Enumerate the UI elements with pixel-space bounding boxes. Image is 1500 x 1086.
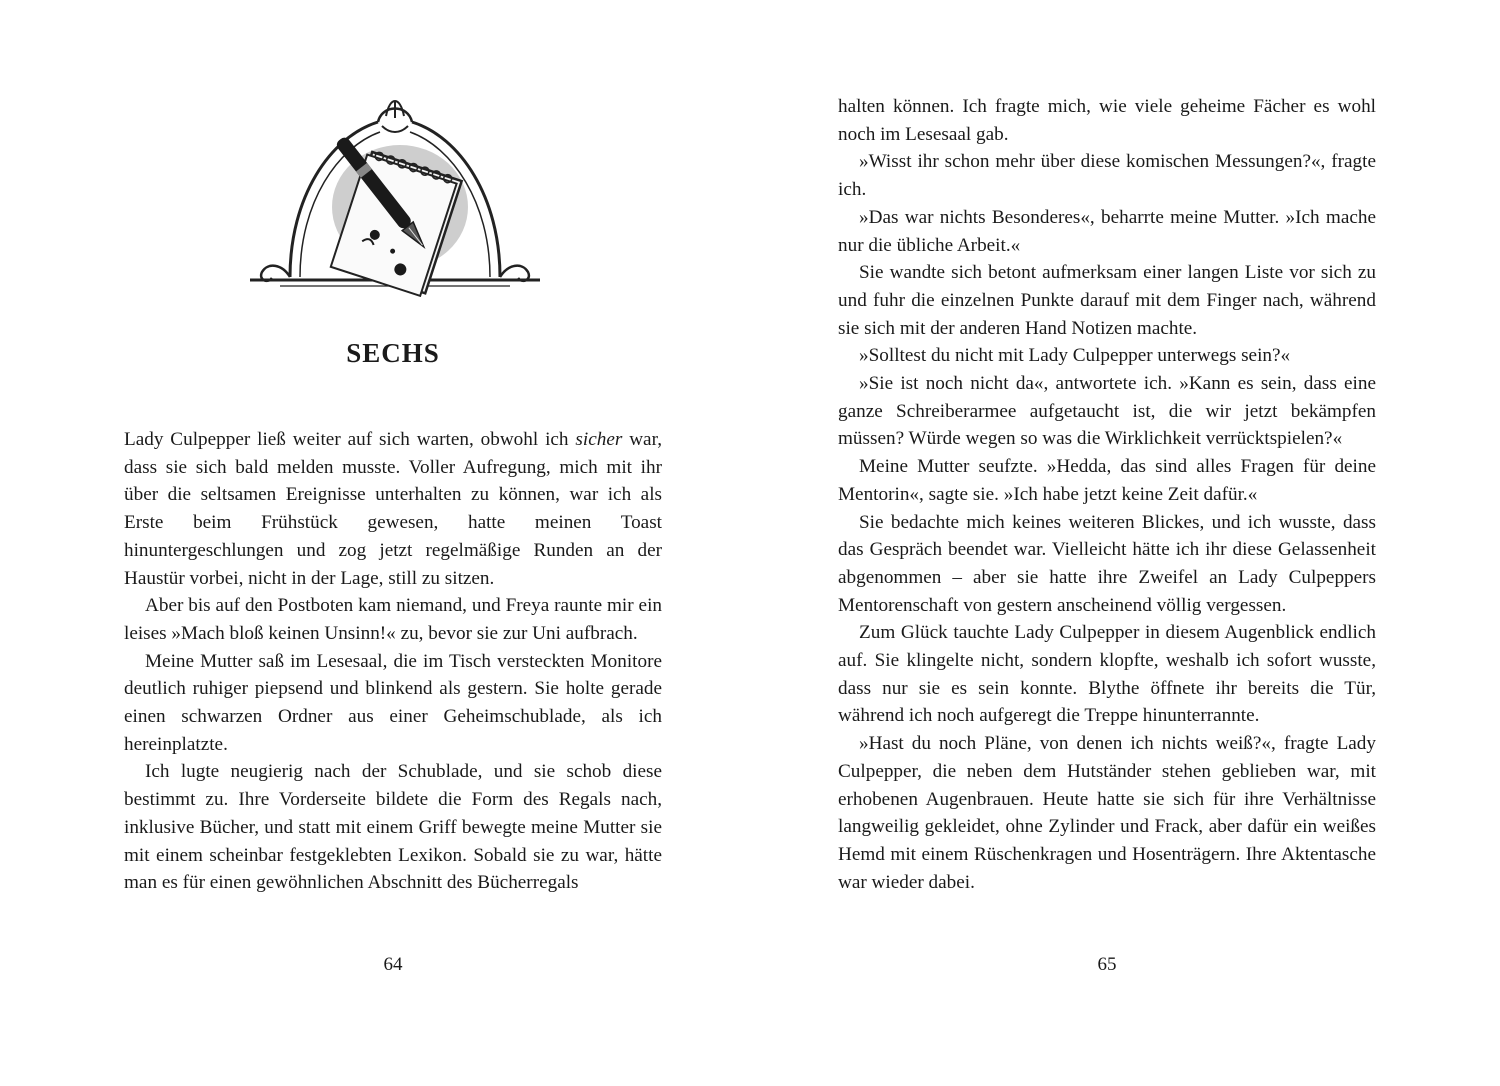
paragraph: Meine Mutter saß im Lesesaal, die im Tisch versteckten Monitore deutlich ruhiger piepsend und blinkend als gestern. Sie holte gerade einen schwarzen Ordner aus einer Geheimschublade, als ich hereinplatzte.	[124, 650, 662, 755]
paragraph: Sie wandte sich betont aufmerksam einer langen Liste vor sich zu und fuhr die einzelnen Punkte darauf mit dem Finger nach, während sie sich mit der anderen Hand Notizen machte.	[838, 262, 1376, 339]
pen-and-notepad-ornament-icon	[250, 92, 540, 297]
paragraph: »Wisst ihr schon mehr über diese komischen Messungen?«, fragte ich.	[838, 151, 1376, 201]
emphasized-word: sicher	[575, 429, 623, 450]
right-page-text	[838, 93, 1376, 896]
page-number: 64	[383, 954, 403, 975]
paragraph-text: Lady Culpepper ließ weiter auf sich warten, obwohl ich	[124, 429, 576, 450]
paragraph: halten können. Ich fragte mich, wie viele geheime Fächer es wohl noch im Lesesaal gab.	[838, 96, 1376, 145]
right-page	[750, 0, 1500, 1086]
paragraph: »Das war nichts Besonderes«, beharrte meine Mutter. »Ich mache nur die übliche Arbeit.«	[838, 206, 1376, 256]
paragraph: Zum Glück tauchte Lady Culpepper in diesem Augenblick endlich auf. Sie klingelte nicht, sondern klopfte, weshalb ich sofort wusste, dass nur sie es sein konnte. Blythe öffnete ihr bereits die Tür, während ich noch aufgeregt die Treppe hinunterrannte.	[838, 622, 1376, 727]
paragraph: »Hast du noch Pläne, von denen ich nichts weiß?«, fragte Lady Culpepper, die neben dem Hutständer stehen geblieben war, mit erhobenen Augenbrauen. Heute hatte sie sich für ihre Verhältnisse langweilig gekleidet, ohne Zylinder und Frack, aber dafür ein weißes Hemd mit einem Rüschenkragen und Hosenträgern. Ihre Aktentasche war wieder dabei.	[838, 733, 1376, 893]
paragraph-text: war, dass sie sich bald melden musste. Voller Aufregung, mich mit ihr über die seltsamen Ereignisse unterhalten zu können, war ich als Erste beim Frühstück gewesen, hatte meinen Toast hinuntergeschlungen und zog jetzt regelmäßige Runden an der Haustür vorbei, nicht in der Lage, still zu sitzen.	[124, 429, 662, 589]
paragraph: Ich lugte neugierig nach der Schublade, und sie schob diese bestimmt zu. Ihre Vorderseite bildete die Form des Regals nach, inklusive Bücher, und statt mit einem Griff bewegte meine Mutter sie mit einem scheinbar festgeklebten Lexikon. Sobald sie zu war, hätte man es für einen gewöhnlichen Abschnitt des Bücherregals	[124, 761, 662, 894]
paragraph	[124, 426, 662, 592]
page-number: 65	[1097, 954, 1117, 975]
chapter-title: SECHS	[346, 338, 440, 368]
paragraph: »Solltest du nicht mit Lady Culpepper unterwegs sein?«	[859, 345, 1291, 367]
paragraph: Aber bis auf den Postboten kam niemand, und Freya raunte mir ein leises »Mach bloß keinen Unsinn!« zu, bevor sie zur Uni aufbrach.	[124, 595, 662, 644]
paragraph: Meine Mutter seufzte. »Hedda, das sind alles Fragen für deine Mentorin«, sagte sie. »Ich habe jetzt keine Zeit dafür.«	[838, 456, 1376, 505]
paragraph: »Sie ist noch nicht da«, antwortete ich. »Kann es sein, dass eine ganze Schreiberarmee aufgetaucht ist, die wir jetzt bekämpfen müssen? Würde wegen so was die Wirklichkeit verrücktspielen?«	[838, 373, 1376, 450]
paragraph: Sie bedachte mich keines weiteren Blickes, und ich wusste, dass das Gespräch beendet war. Vielleicht hätte ich ihr diese Gelassenheit abgenommen – aber sie hatte ihre Zweifel an Lady Culpeppers Mentorenschaft von gestern anscheinend völlig vergessen.	[838, 511, 1376, 616]
left-page-text	[124, 426, 662, 897]
